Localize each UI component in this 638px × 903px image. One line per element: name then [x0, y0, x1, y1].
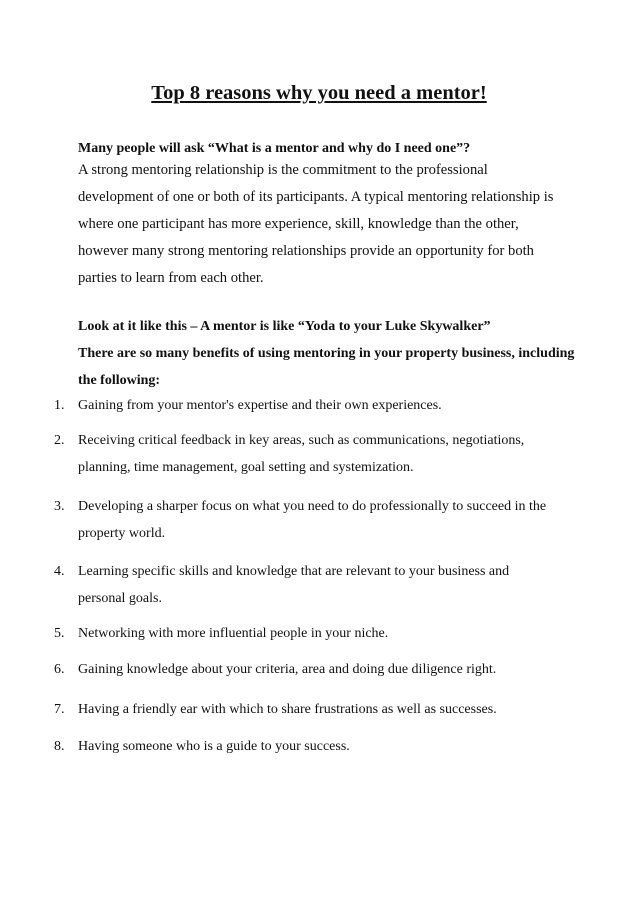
list-item — [54, 427, 554, 481]
list-item-number: 2. — [54, 433, 65, 448]
list-item — [54, 696, 554, 723]
list-item — [54, 733, 554, 760]
list-item-number: 3. — [54, 499, 65, 514]
list-item-text: Having someone who is a guide to your success. — [78, 739, 350, 754]
list-item-text: Learning specific skills and knowledge that are relevant to your business and personal goals. — [78, 564, 510, 606]
benefits-heading — [78, 313, 578, 394]
list-item-number: 6. — [54, 662, 65, 677]
list-item-text: Receiving critical feedback in key areas, such as communications, negotiations, planning, time management, goal setting and systemization. — [78, 433, 525, 475]
list-item-number: 7. — [54, 702, 65, 717]
list-item-text: Gaining from your mentor's expertise and their own experiences. — [78, 398, 442, 413]
list-item — [54, 392, 554, 419]
list-item-text: Developing a sharper focus on what you need to do professionally to succeed in the property world. — [78, 499, 547, 541]
intro-paragraph: A strong mentoring relationship is the commitment to the professional development of one or both of its participants. A typical mentoring relationship is where one participant has more experience, skill, knowledge than the other, however many strong mentoring relationships provide an opportunity for both parties to learn from each other. — [78, 162, 554, 286]
intro-question: Many people will ask “What is a mentor and why do I need one”? — [78, 141, 471, 156]
list-item-text: Networking with more influential people in your niche. — [78, 626, 389, 641]
page-title: Top 8 reasons why you need a mentor! — [151, 82, 487, 104]
list-item — [54, 620, 554, 647]
list-item — [54, 493, 554, 547]
list-item — [54, 558, 554, 612]
list-item-text: Gaining knowledge about your criteria, area and doing due diligence right. — [78, 662, 497, 677]
list-item-number: 1. — [54, 398, 65, 413]
list-item — [54, 656, 554, 683]
list-item-number: 4. — [54, 564, 65, 579]
list-item-number: 5. — [54, 626, 65, 641]
list-item-text: Having a friendly ear with which to share frustrations as well as successes. — [78, 702, 497, 717]
benefits-intro: There are so many benefits of using mentoring in your property business, including the following: — [78, 346, 575, 388]
look-line: Look at it like this – A mentor is like “Yoda to your Luke Skywalker” — [78, 319, 491, 334]
list-item-number: 8. — [54, 739, 65, 754]
